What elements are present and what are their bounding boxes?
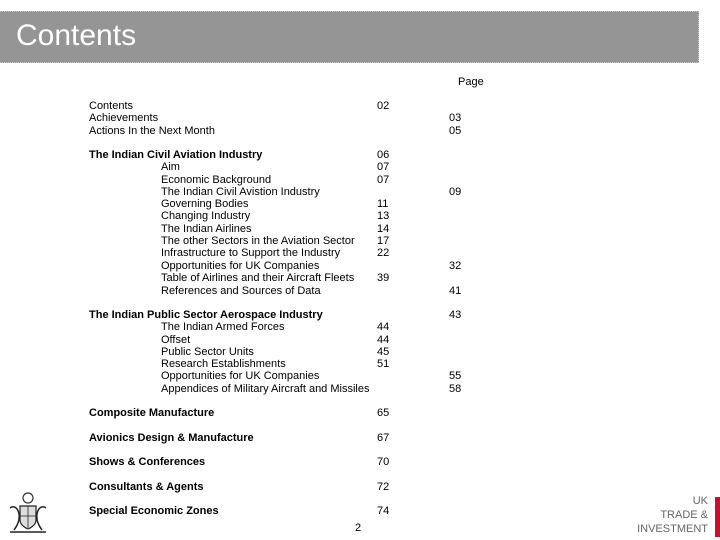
toc-entry[interactable]: Economic Background <box>161 174 272 186</box>
toc-page-number: 11 <box>377 198 389 210</box>
toc-page-number: 09 <box>449 186 462 198</box>
toc-page-number: 22 <box>377 247 390 259</box>
toc-entry[interactable]: Research Establishments <box>161 358 286 370</box>
toc-entry[interactable]: Offset <box>161 334 191 346</box>
toc-entry[interactable]: Consultants & Agents <box>89 481 204 493</box>
logo-line: TRADE & <box>660 509 708 521</box>
toc-entry[interactable]: Aim <box>161 161 180 173</box>
toc-page-number: 45 <box>377 346 390 358</box>
toc-entry[interactable]: Appendices of Military Aircraft and Missiles <box>161 383 370 395</box>
toc-entry[interactable]: Avionics Design & Manufacture <box>89 432 254 444</box>
toc-page-number: 70 <box>377 456 390 468</box>
toc-entry[interactable]: Opportunities for UK Companies <box>161 260 320 272</box>
page-column-label: Page <box>458 76 484 88</box>
logo-line: UK <box>692 495 708 507</box>
page-number: 2 <box>355 522 362 534</box>
toc-page-number: 55 <box>449 370 462 382</box>
toc-page-number: 74 <box>377 505 390 517</box>
toc-page-number: 72 <box>377 481 390 493</box>
toc-page-number: 06 <box>377 149 390 161</box>
toc-entry[interactable]: Contents <box>89 100 134 112</box>
toc-entry[interactable]: The Indian Civil Aviation Industry <box>89 149 263 161</box>
toc-entry[interactable]: Actions In the Next Month <box>89 125 215 137</box>
toc-entry[interactable]: Changing Industry <box>161 210 251 222</box>
toc-page-number: 44 <box>377 321 390 333</box>
toc-entry[interactable]: Special Economic Zones <box>89 505 219 517</box>
toc-entry[interactable]: The other Sectors in the Aviation Sector <box>161 235 355 247</box>
toc-page-number: 07 <box>377 174 390 186</box>
toc-entry[interactable]: Infrastructure to Support the Industry <box>161 247 341 259</box>
toc-page-number: 67 <box>377 432 390 444</box>
toc-page-number: 39 <box>377 272 390 284</box>
toc-page-number: 32 <box>449 260 462 272</box>
toc-entry[interactable]: References and Sources of Data <box>161 285 321 297</box>
toc-entry[interactable]: The Indian Armed Forces <box>161 321 285 333</box>
title-banner <box>0 11 699 63</box>
toc-entry[interactable]: The Indian Public Sector Aerospace Industry <box>89 309 323 321</box>
toc-page-number: 58 <box>449 383 462 395</box>
logo-line: INVESTMENT <box>637 523 708 535</box>
toc-page-number: 65 <box>377 407 390 419</box>
toc-entry[interactable]: The Indian Civil Avistion Industry <box>161 186 320 198</box>
page-title: Contents <box>16 19 137 52</box>
toc-page-number: 13 <box>377 210 390 222</box>
toc-page-number: 44 <box>377 334 390 346</box>
toc-page-number: 03 <box>449 112 462 124</box>
toc-entry[interactable]: Shows & Conferences <box>89 456 206 468</box>
toc-entry[interactable]: Achievements <box>89 112 159 124</box>
toc-page-number: 02 <box>377 100 390 112</box>
royal-coat-of-arms-icon <box>4 490 52 538</box>
toc-page-number: 05 <box>449 125 462 137</box>
toc-page-number: 43 <box>449 309 462 321</box>
toc-entry[interactable]: Governing Bodies <box>161 198 249 210</box>
toc-page-number: 41 <box>449 285 462 297</box>
ukti-logo <box>637 496 708 535</box>
toc-entry[interactable]: Table of Airlines and their Aircraft Fleets <box>161 272 355 284</box>
toc-entry[interactable]: Opportunities for UK Companies <box>161 370 320 382</box>
toc-entry[interactable]: Composite Manufacture <box>89 407 215 419</box>
toc-entry[interactable]: Public Sector Units <box>161 346 254 358</box>
toc-entry[interactable]: The Indian Airlines <box>161 223 252 235</box>
toc-page-number: 14 <box>377 223 390 235</box>
toc-page-number: 17 <box>377 235 390 247</box>
toc-page-number: 51 <box>377 358 390 370</box>
ukti-logo-bar <box>715 497 720 537</box>
toc-page-number: 07 <box>377 161 390 173</box>
